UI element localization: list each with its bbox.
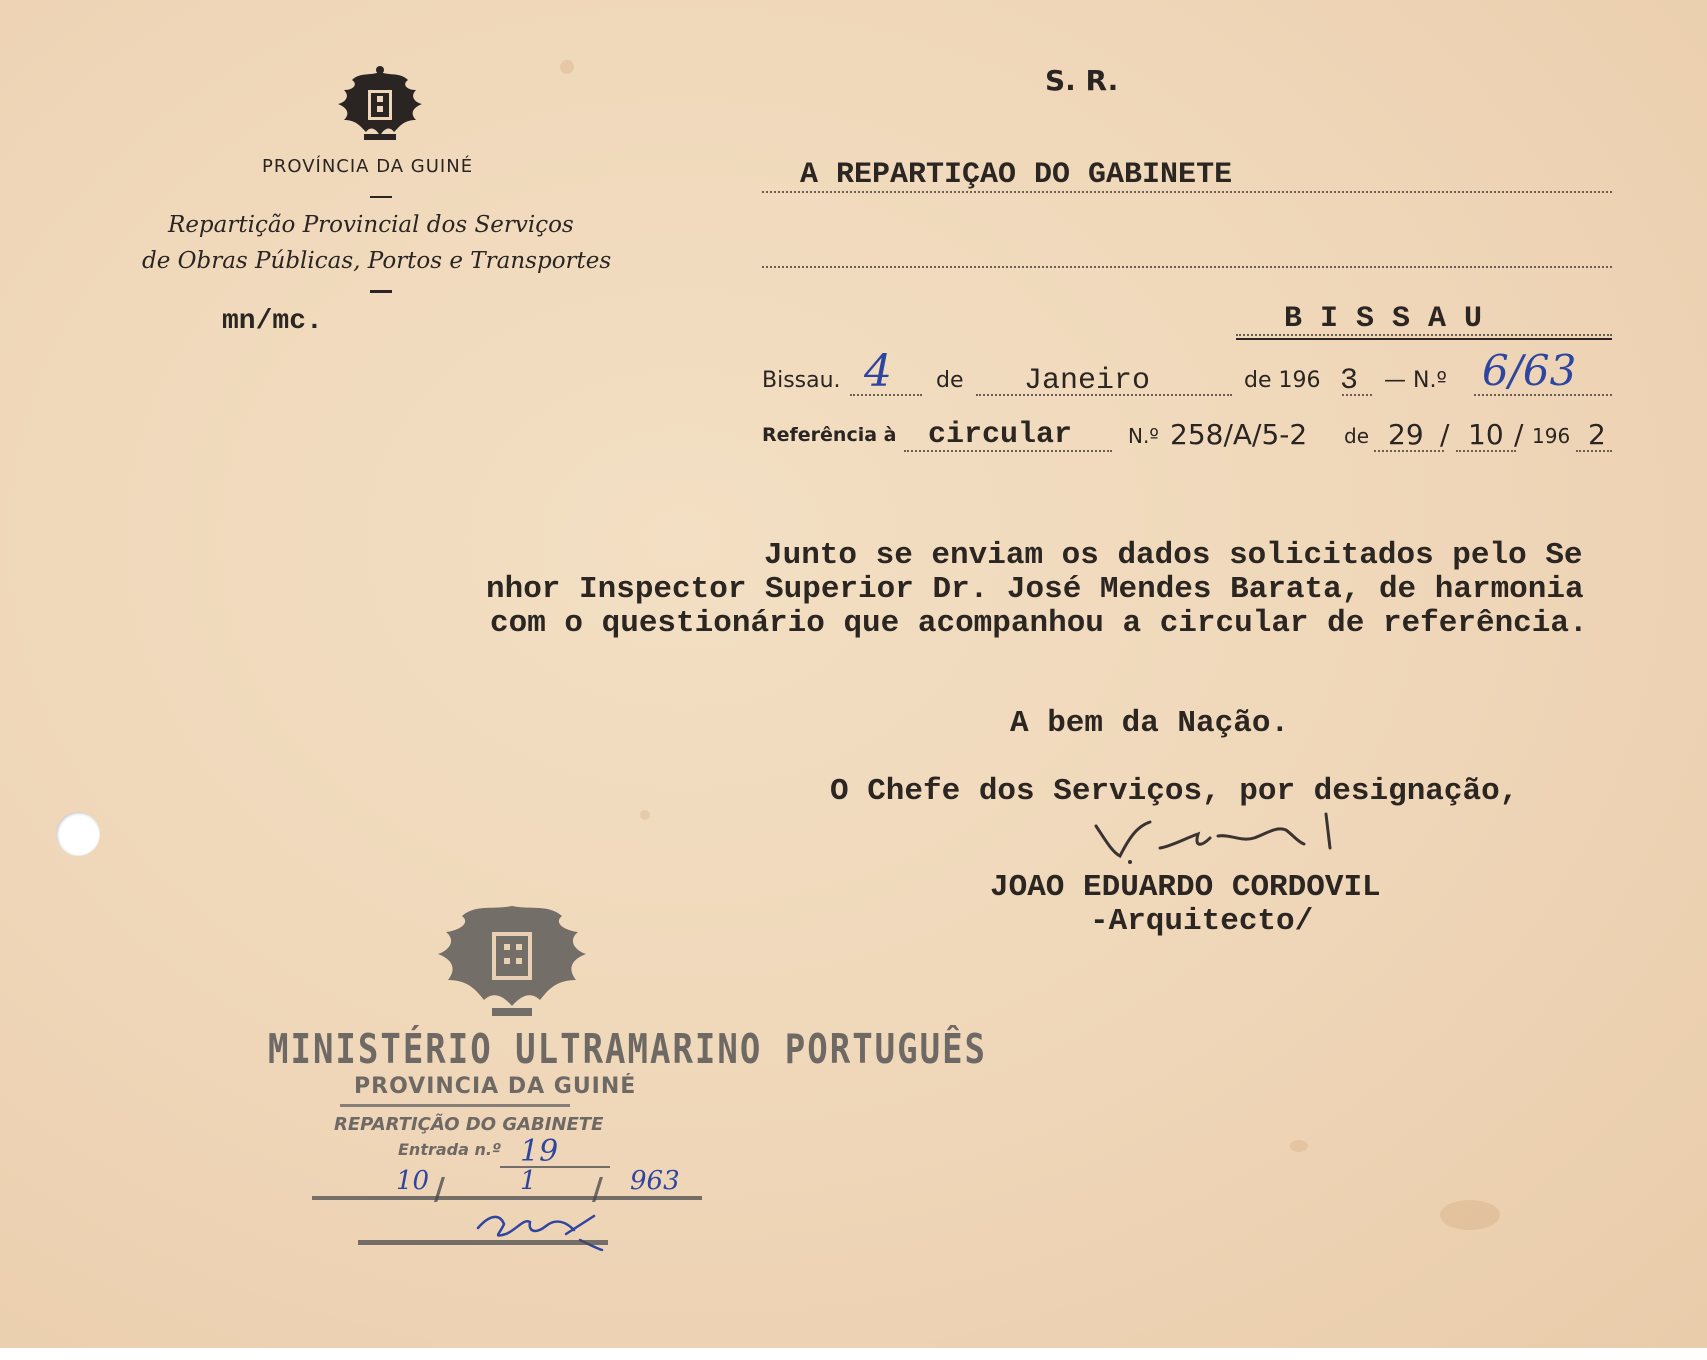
- city: B I S S A U: [1284, 302, 1483, 336]
- stamp-date-day: 10: [396, 1166, 430, 1196]
- body-line-1: Junto se enviam os dados solicitados pelo Se: [764, 538, 1583, 573]
- reference-date-month: 10: [1468, 418, 1504, 451]
- salutation: S. R.: [1045, 64, 1119, 97]
- date-separator: /: [1514, 418, 1524, 451]
- stamp-line-2: PROVINCIA DA GUINÉ: [354, 1074, 637, 1099]
- number-label: — N.º: [1384, 368, 1447, 393]
- place-label: Bissau.: [762, 368, 841, 393]
- signature: [1090, 808, 1370, 868]
- stamp-initials: [470, 1204, 620, 1254]
- stamp-bottom-line: [358, 1240, 608, 1245]
- body-line-2: nhor Inspector Superior Dr. José Mendes Barata, de harmonia: [486, 572, 1584, 607]
- divider: [370, 290, 392, 293]
- date-month: Janeiro: [1024, 364, 1151, 398]
- stain: [1440, 1200, 1500, 1230]
- date-separator: /: [592, 1172, 603, 1207]
- stamp-divider: [340, 1104, 570, 1107]
- reference-date-label: de: [1344, 424, 1369, 448]
- reference-label: Referência à: [762, 424, 897, 446]
- divider: [370, 196, 392, 198]
- recipient-line-1: A REPARTIÇAO DO GABINETE: [800, 158, 1233, 192]
- document-number: 6/63: [1482, 346, 1577, 395]
- year-suffix: 3: [1340, 364, 1359, 398]
- stamp-line-3: REPARTIÇÃO DO GABINETE: [334, 1114, 604, 1135]
- reference-date-day: 29: [1388, 418, 1424, 451]
- stamp-emblem: [432, 900, 592, 1020]
- province-title: PROVÍNCIA DA GUINÉ: [262, 156, 474, 177]
- reference-number: 258/A/5-2: [1170, 418, 1308, 451]
- date-separator: /: [1440, 418, 1450, 451]
- date-separator: /: [434, 1172, 445, 1207]
- coat-of-arms-emblem: [330, 66, 430, 144]
- reference-year-prefix: 196: [1532, 424, 1571, 448]
- reference-number-label: N.º: [1128, 424, 1159, 448]
- stain: [1290, 1140, 1308, 1152]
- closing-role: O Chefe dos Serviços, por designação,: [830, 774, 1519, 809]
- signatory-name: JOAO EDUARDO CORDOVIL: [990, 870, 1381, 905]
- stamp-entry-label: Entrada n.º: [398, 1140, 501, 1159]
- date-day: 4: [864, 346, 892, 397]
- closing-motto: A bem da Nação.: [1010, 706, 1290, 741]
- stain: [640, 810, 650, 820]
- stamp-date-line: [312, 1196, 702, 1200]
- underline: [1236, 338, 1612, 340]
- de-label: de: [936, 368, 964, 393]
- stamp-date-month: 1: [520, 1166, 537, 1196]
- stamp-date-year: 963: [630, 1166, 680, 1196]
- stain: [560, 60, 574, 74]
- dotted-line: [762, 266, 1612, 268]
- body-line-3: com o questionário que acompanhou a circular de referência.: [490, 606, 1588, 641]
- stamp-line-1: MINISTÉRIO ULTRAMARINO PORTUGUÊS: [268, 1026, 988, 1074]
- department-line-1: Repartição Provincial dos Serviços: [168, 212, 574, 238]
- year-prefix: de 196: [1244, 368, 1321, 393]
- reference-type: circular: [928, 418, 1073, 452]
- signatory-title: -Arquitecto/: [1090, 904, 1314, 939]
- punch-hole: [56, 812, 100, 856]
- reference-initials: mn/mc.: [222, 306, 323, 337]
- reference-year-suffix: 2: [1588, 418, 1606, 451]
- department-line-2: de Obras Públicas, Portos e Transportes: [142, 248, 612, 274]
- stamp-entry-number: 19: [520, 1134, 559, 1169]
